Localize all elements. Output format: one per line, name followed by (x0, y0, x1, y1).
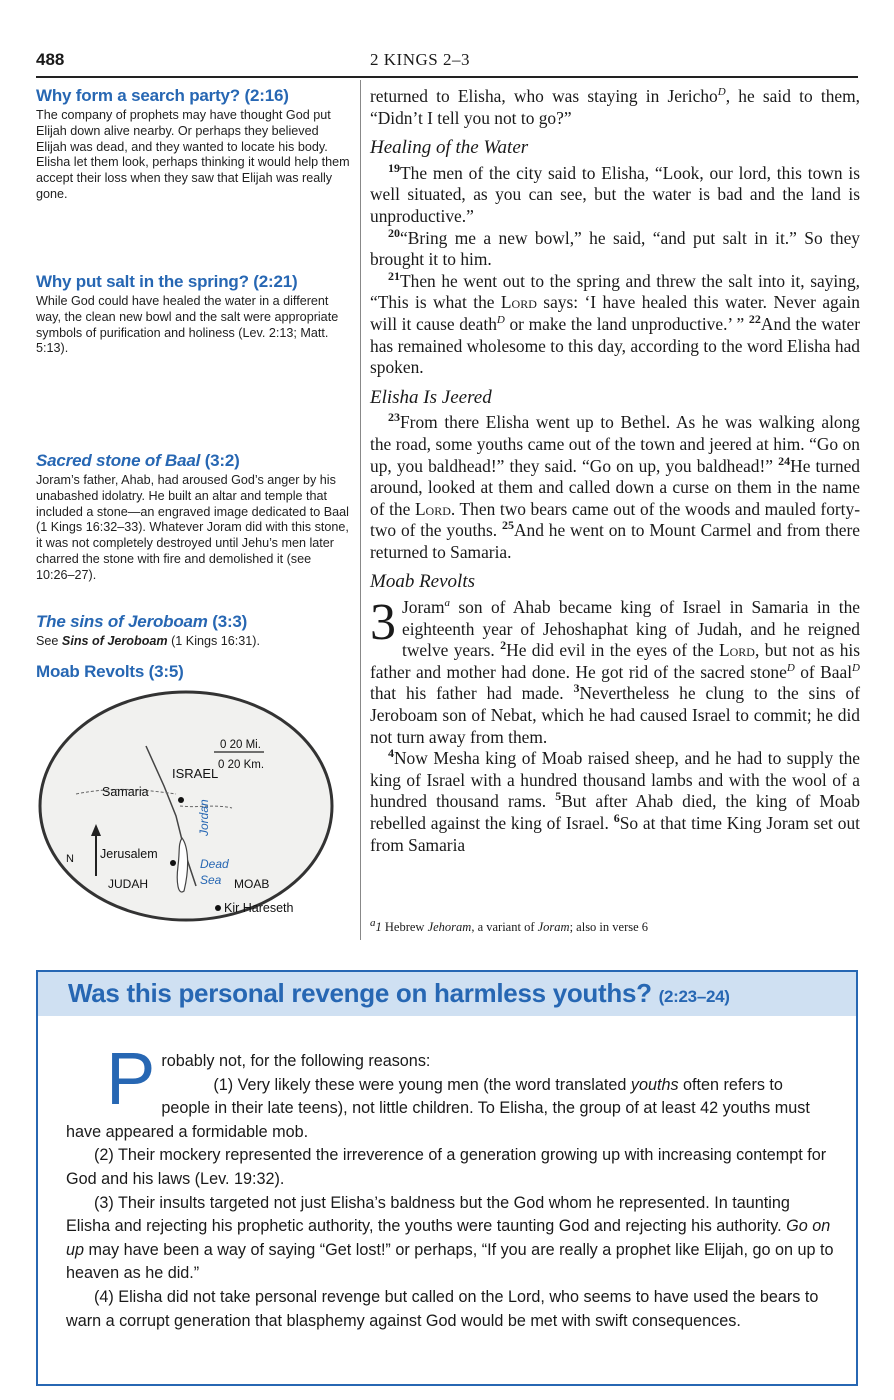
verse-continuation: returned to Elisha, who was staying in Jericho$^D$, he said to them, “Didn’t I tell you not to go?” (370, 86, 860, 128)
note-sins-jeroboam (36, 612, 352, 650)
box-paragraph-3: (3) Their insults targeted not just Elisha’s baldness but the God whom he represented. In taunting Elisha and rejecting his prophetic authority, the youths were taunting God and rejecting his authority. Go on up may have been a way of saying “Get lost!” or perhaps, “If you are really a prophet like Elijah, go on up to heaven as he did.” (66, 1193, 834, 1283)
note-ref: (3:2) (204, 451, 240, 470)
note-body (36, 634, 352, 650)
page-number: 488 (36, 50, 65, 69)
note-italic: Sins of Jeroboam (61, 634, 168, 648)
map-label-judah: JUDAH (108, 877, 149, 891)
verse-4-6: $^4$Now Mesha king of Moab raised sheep, and he had to supply the king of Israel with a hundred thousand lambs and with the wool of a hundred thousand rams. $^5$But after Ahab died, the king of Moab rebelled against the king of Israel. $^6$So at that time King Joram set out from Samaria (370, 746, 860, 855)
verse-19: $^{19}$The men of the city said to Elisha, “Look, our lord, this town is well situated, as you can see, but the water is bad and the land is unproductive.” (370, 160, 860, 226)
map-scale-miles: 0 20 Mi. (220, 739, 261, 751)
note-title: Why put salt in the spring? (36, 272, 249, 291)
note-title: Sacred stone of Baal (36, 451, 201, 470)
note-heading (36, 272, 352, 292)
note-moab-revolts (36, 662, 352, 684)
note-body: The company of prophets may have thought God put Elijah down alive nearby. Or perhaps they believed Elijah was dead, and they wanted to locate his body. Elisha let them look, perhaps thinking it would help them accept their loss when they saw that Elijah was really gone. (36, 108, 350, 201)
verse-23-25: $^{23}$From there Elisha went up to Bethel. As he was walking along the road, some youths came out of the town and jeered at him. “Go on up, you baldhead!” they said. “Go on up, you baldhead!” $^{24}$He turned around, looked at them and called down a curse on them in the name of the Lord. Then two bears came out of the woods and mauled forty-two of the youths. $^{25}$And he went on to Mount Carmel and from there returned to Samaria. (370, 410, 861, 562)
note-body: Joram’s father, Ahab, had aroused God’s anger by his unabashed idolatry. He built an altar and temple that included a stone—an engraved image dedicated to Baal (1 Kings 16:32–33). Whatever Joram did with this stone, it was not completely destroyed until Jehu’s men later charred the stone with fire and demolished it (see 10:26–27). (36, 473, 349, 582)
section-heading-moab: Moab Revolts (370, 571, 476, 593)
box-paragraph-intro: robably not, for the following reasons: (161, 1052, 431, 1070)
note-sacred-stone (36, 451, 352, 584)
note-title: The sins of Jeroboam (36, 612, 208, 631)
verse-21-22: $^{21}$Then he went out to the spring and threw the salt into it, saying, “This is what the Lord says: ‘I have healed this water. Never again will it cause death$^D$ or make the land unproductive.’ ” $^{22}$And the water has remained wholesome to this day, according to the word Elisha had spoken. (370, 268, 860, 378)
map-label-dead: Dead (200, 857, 229, 871)
note-title: Moab Revolts (36, 662, 145, 681)
map-north-label: N (66, 853, 74, 865)
running-head: 2 KINGS 2–3 (370, 50, 470, 69)
verse-20: $^{20}$“Bring me a new bowl,” he said, “and put salt in it.” So they brought it to him. (370, 225, 860, 270)
map-label-kir-hareseth: Kir Hareseth (224, 901, 294, 915)
note-heading (36, 86, 352, 106)
note-body: While God could have healed the water in a different way, the clean new bowl and the salt were appropriate symbols of purification and holiness (Lev. 2:13; Matt. 5:13). (36, 294, 339, 356)
kir-hareseth-dot (215, 905, 221, 911)
note-heading (36, 662, 352, 682)
column-rule (360, 80, 361, 940)
page-header (36, 48, 858, 76)
map-label-moab: MOAB (234, 877, 270, 891)
box-paragraph-4: (4) Elisha did not take personal revenge but called on the Lord, who seems to have used the bears to warn a corrupt generation that blasphemy against God would be met with swift consequences. (66, 1287, 819, 1330)
box-paragraph-1: (1) Very likely these were young men (the word translated youths often refers to people in their late teens), not little children. To Elisha, the group of at least 42 youths must have appeared a formidable mob. (66, 1075, 810, 1141)
map-label-jerusalem: Jerusalem (100, 847, 158, 861)
map-label-israel: ISRAEL (172, 766, 219, 781)
note-ref: (2:21) (253, 272, 298, 291)
samaria-dot (178, 797, 184, 803)
chapter-number: 3 (370, 594, 396, 652)
note-ref: (3:3) (212, 612, 248, 631)
feature-box-ref: (2:23–24) (658, 987, 730, 1006)
note-text: (1 Kings 16:31). (167, 634, 260, 648)
section-heading-jeered: Elisha Is Jeered (370, 386, 492, 408)
box-paragraph-2: (2) Their mockery represented the irreverence of a generation growing up with increasing contempt for God and his laws (Lev. 19:32). (66, 1146, 827, 1188)
feature-box-body (66, 1037, 836, 1333)
section-heading-healing: Healing of the Water (370, 137, 529, 159)
map-scale-km: 0 20 Km. (218, 759, 265, 771)
map-label-samaria: Samaria (102, 785, 149, 799)
jerusalem-dot (170, 860, 176, 866)
drop-cap: P (106, 1037, 156, 1120)
note-heading (36, 451, 352, 471)
moab-map (36, 686, 352, 926)
feature-box-header (38, 972, 856, 1016)
note-text: See (36, 634, 62, 648)
map-label-jordan: Jordan (197, 799, 211, 836)
note-heading (36, 612, 352, 632)
chapter-3-opening: 3 Joram$^a$ son of Ahab became king of Israel in Samaria in the eighteenth year of Jehoshaphat king of Judah, and he reigned twelve years. $^2$He did evil in the eyes of the Lord, but not as his father and mother had done. He got rid of the sacred stone$^D$ of Baal$^D$ that his father had made. $^3$Nevertheless he clung to the sins of Jeroboam son of Nebat, which he had caused Israel to commit; he did not turn away from them. (370, 594, 861, 747)
scripture-text (370, 86, 860, 856)
map-label-sea: Sea (200, 873, 222, 887)
note-search-party (36, 86, 352, 203)
header-rule (36, 76, 858, 78)
note-title: Why form a search party? (36, 86, 240, 105)
feature-box (36, 970, 858, 1386)
note-ref: (3:5) (148, 662, 184, 681)
note-salt-spring (36, 272, 352, 357)
note-ref: (2:16) (244, 86, 289, 105)
footnote: a1 Hebrew Jehoram, a variant of Joram; also in verse 6 (370, 916, 649, 934)
feature-box-title: Was this personal revenge on harmless youths? (2:23–24) (68, 978, 730, 1008)
